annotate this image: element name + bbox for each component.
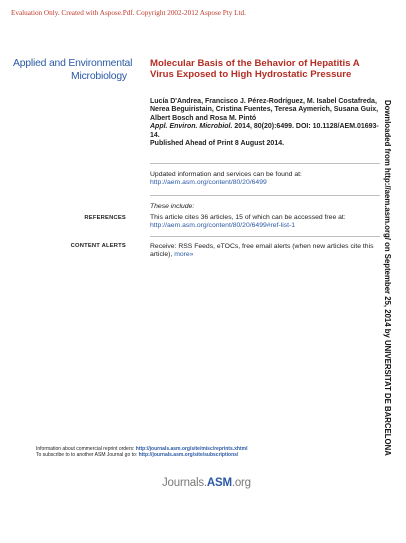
journals-logo-part1: Journals. [162, 477, 207, 489]
updated-info-text: Updated information and services can be found at: [150, 171, 302, 178]
content-alerts-text: Receive: RSS Feeds, eTOCs, free email alerts (when new articles cite this article), [150, 243, 374, 259]
subscribe-link[interactable]: http://journals.asm.org/site/subscriptions/ [138, 452, 239, 459]
references-label: REFERENCES [84, 215, 126, 221]
journals-logo-part3: .org [231, 477, 251, 489]
journal-logo [13, 58, 133, 83]
references-link[interactable]: http://aem.asm.org/content/80/20/6499#ref-list-1 [150, 222, 296, 230]
citation-details: 2014, 80(20):6499. DOI: 10.1128/AEM.01693-14. [150, 123, 379, 139]
divider [150, 163, 380, 164]
journal-logo-line1: Applied and Environmental [13, 58, 133, 69]
references-block [150, 214, 382, 230]
journals-logo-part2: ASM [206, 477, 232, 489]
content-alerts-block [150, 243, 382, 259]
divider [150, 195, 380, 196]
updated-info-link[interactable]: http://aem.asm.org/content/80/20/6499 [150, 179, 267, 187]
journals-asm-logo [162, 477, 251, 489]
author-list: Lucía D'Andrea, Francisco J. Pérez-Rodríguez, M. Isabel Costafreda, Nerea Beguiristain, Cristina Fuentes, Teresa Aymerich, Susana Guix, Albert Bosch and Rosa M. Pintó [150, 98, 379, 122]
article-authors-block [150, 98, 382, 148]
subscribe-text: To subscribe to to another ASM Journal go to: [36, 452, 139, 459]
journal-abbreviation: Appl. Environ. Microbiol. [150, 123, 233, 131]
content-alerts-more-link[interactable]: more» [174, 251, 194, 259]
article-title: Molecular Basis of the Behavior of Hepatitis A Virus Exposed to High Hydrostatic Pressure [150, 58, 360, 80]
journal-logo-line2: Microbiology [71, 70, 127, 82]
published-date: Published Ahead of Print 8 August 2014. [150, 140, 285, 148]
downloaded-from-note: Downloaded from http://aem.asm.org/ on September 25, 2014 by UNIVERSITAT DE BARCELONA [383, 100, 392, 456]
footer-info [36, 446, 386, 459]
include-label: These include: [150, 203, 195, 210]
reprint-text: Information about commercial reprint orders: [36, 446, 136, 452]
references-text: This article cites 36 articles, 15 of which can be accessed free at: [150, 214, 346, 221]
updated-info-block [150, 171, 382, 187]
divider [150, 236, 380, 237]
reprint-link[interactable]: http://journals.asm.org/site/misc/reprints.xhtml [135, 446, 248, 452]
watermark-text: Evaluation Only. Created with Aspose.Pdf. Copyright 2002-2012 Aspose Pty Ltd. [11, 9, 246, 17]
content-alerts-label: CONTENT ALERTS [70, 243, 126, 249]
